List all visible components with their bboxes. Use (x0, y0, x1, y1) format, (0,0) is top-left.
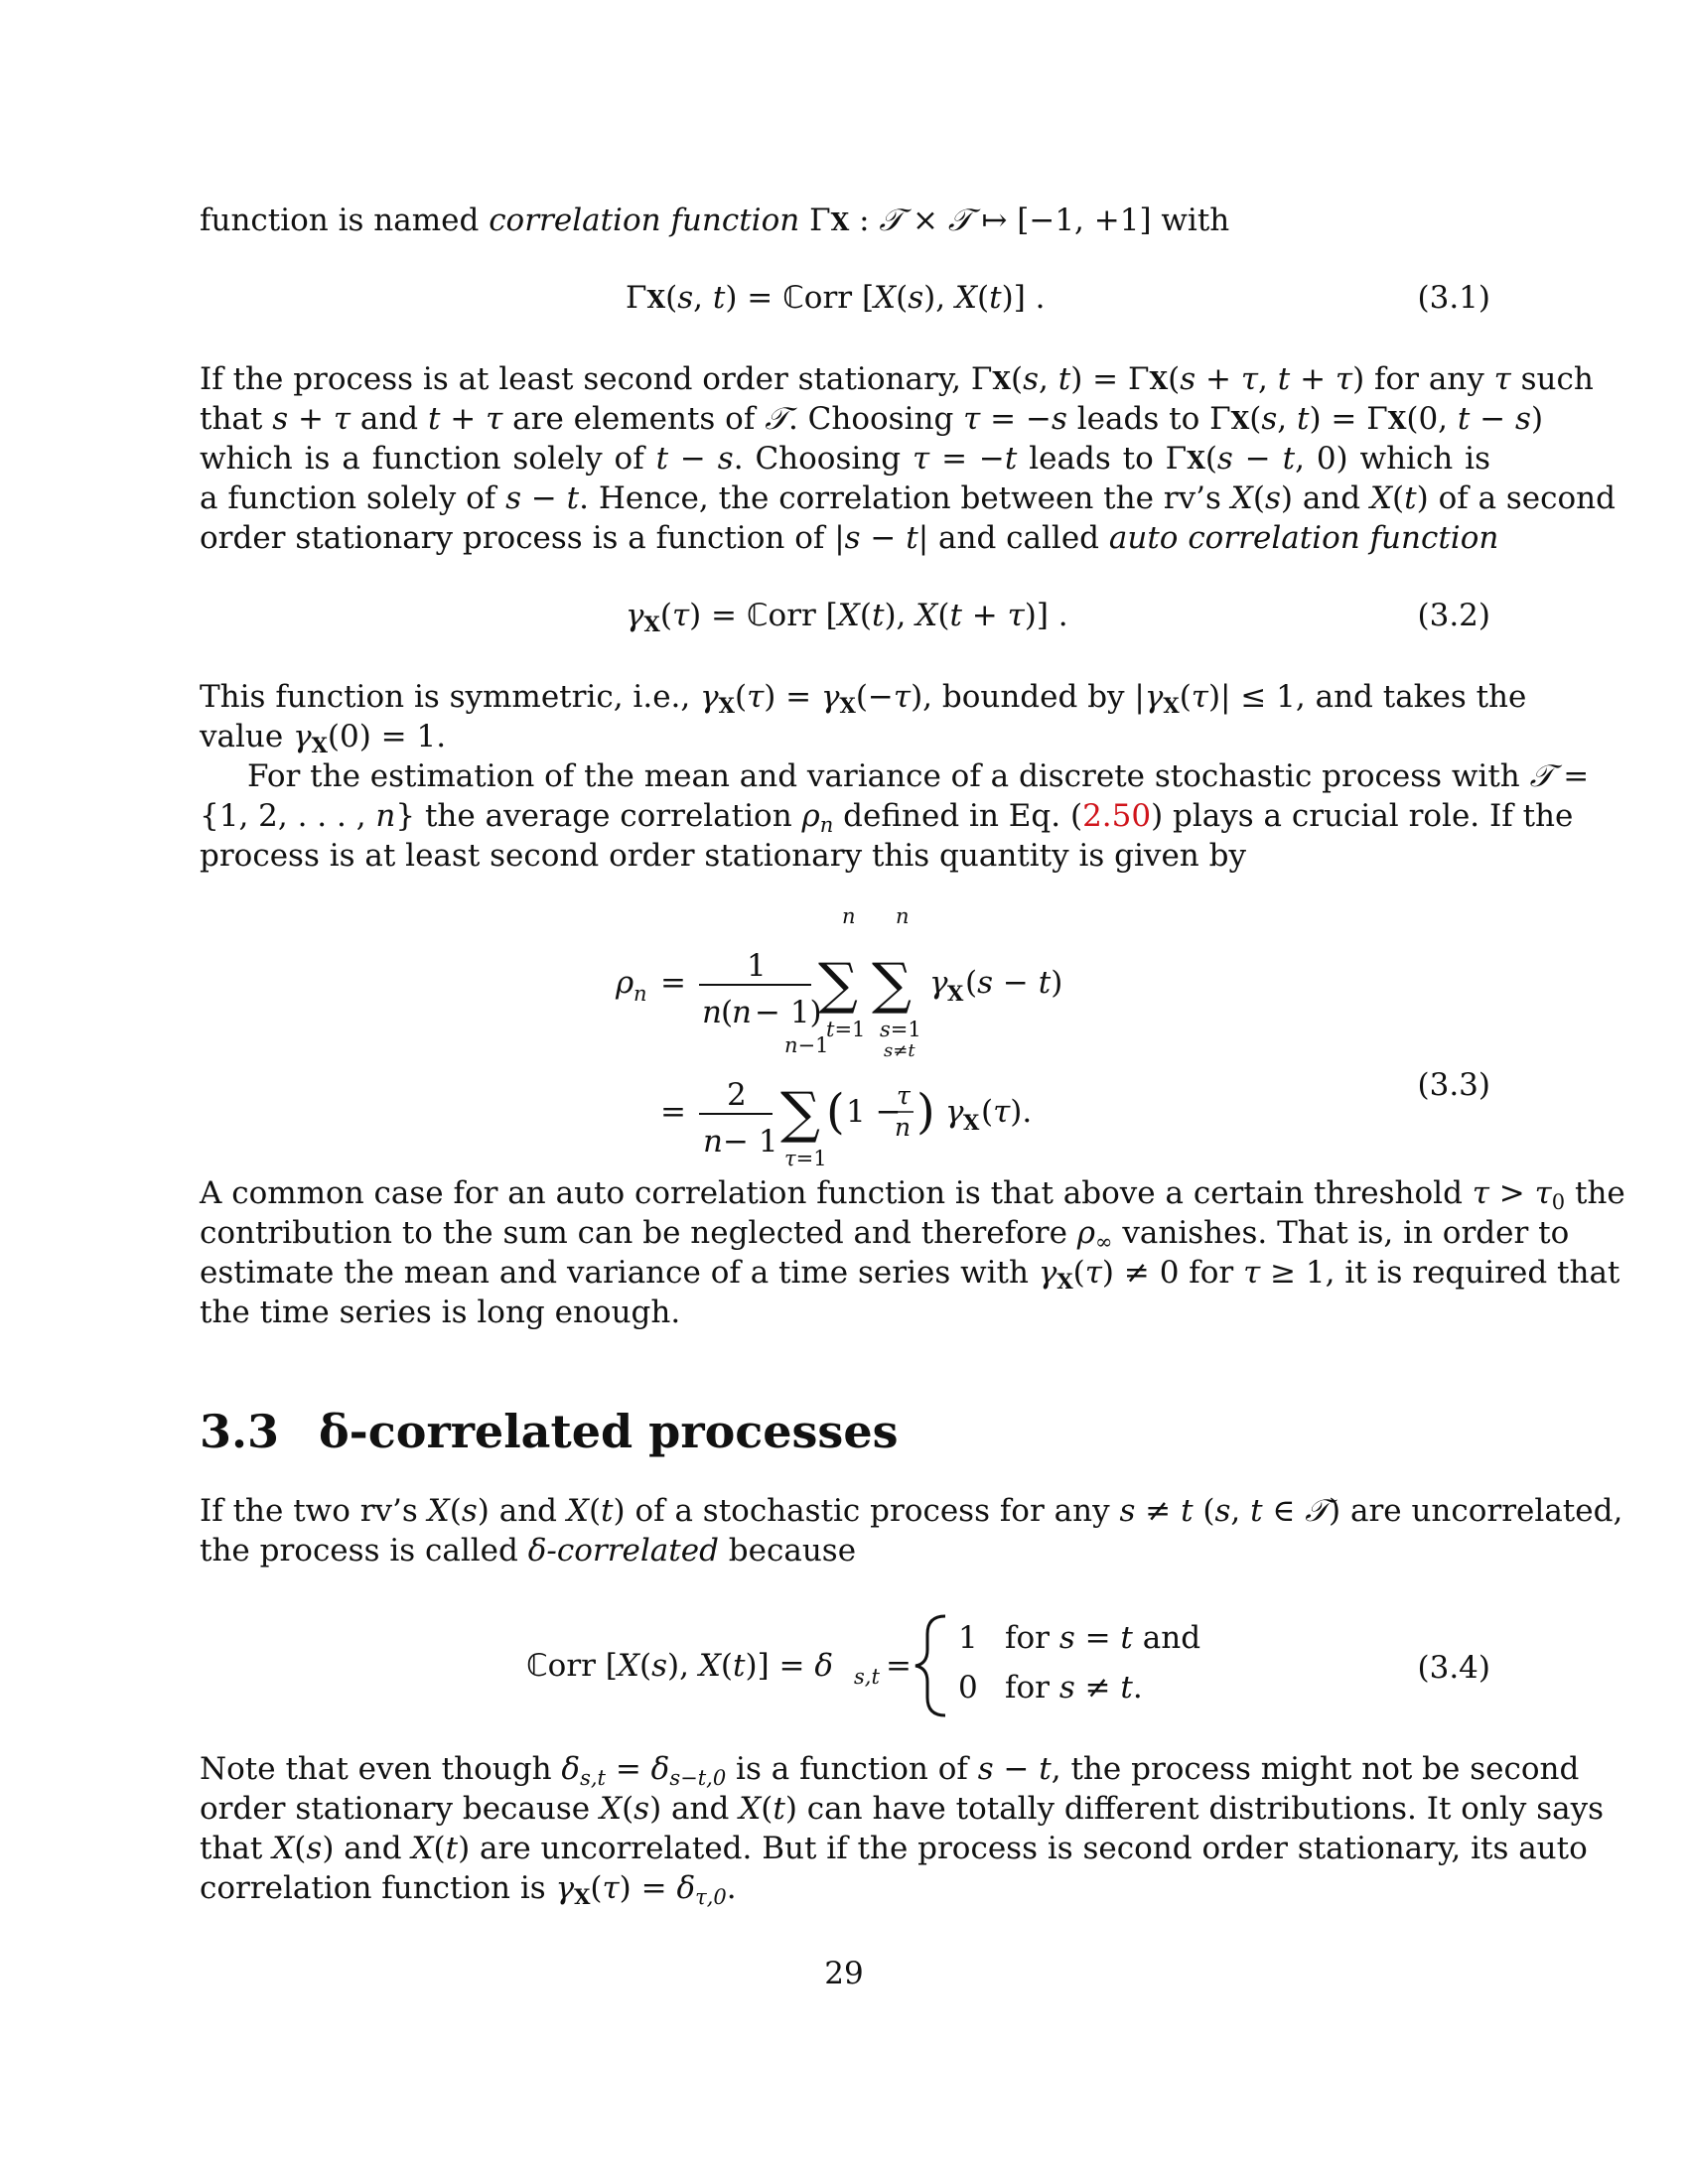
text-line: the time series is long enough. (200, 1295, 681, 1330)
equation-number: (3.2) (1417, 598, 1490, 633)
svg-text:γ: γ (945, 1094, 964, 1130)
svg-text:n: n (703, 1124, 723, 1160)
svg-text:X: X (963, 1110, 980, 1135)
text-line: that s + τ and t + τ are elements of 𝒯. Choosing τ = −s leads to ΓX(s, t) = ΓX(0, t − s) (200, 401, 1544, 437)
svg-text:=: = (660, 1094, 686, 1130)
svg-text:γ: γ (929, 965, 948, 1001)
svg-text:1: 1 (747, 948, 767, 984)
svg-text:=: = (886, 1648, 912, 1684)
svg-text:(τ).: (τ). (981, 1094, 1033, 1130)
svg-text:for s ≠ t.: for s ≠ t. (1005, 1670, 1143, 1706)
equation-3-2: $\gamma_X(\tau)$ = ℂorr [X(t), X(t + τ)] . (626, 598, 1068, 636)
svg-text:1 −: 1 − (846, 1094, 902, 1130)
svg-text:s=1: s=1 (880, 1018, 921, 1041)
svg-text:n: n (895, 1113, 912, 1142)
svg-text:(: ( (826, 1084, 845, 1140)
text-line: value $\gamma_X(0) = 1$. (200, 719, 447, 757)
svg-text:ρ: ρ (616, 965, 634, 1001)
svg-text:X: X (947, 981, 964, 1006)
equation-3-1: ΓX(s, t) = ℂorr [X(s), X(t)] . (626, 280, 1046, 316)
svg-text:∑: ∑ (872, 952, 912, 1017)
text-line: contribution to the sum can be neglected and therefore $\rho_\infty$ vanishes. That is, in order to (200, 1215, 1570, 1254)
svg-text:): ) (916, 1084, 935, 1140)
svg-text:1: 1 (958, 1620, 978, 1656)
text-line: Note that even though $\delta_{s,t} = \delta_{s-t,0}$ is a function of s − t, the process might not be second (200, 1751, 1580, 1790)
svg-text:n−1: n−1 (784, 1033, 829, 1057)
section-number: 3.3 (200, 1405, 280, 1458)
page-number: 29 (824, 1956, 864, 1991)
text-line: A common case for an auto correlation function is that above a certain threshold $\tau > \tau_0$ the (200, 1175, 1625, 1214)
svg-text:(: ( (721, 995, 734, 1030)
text-line: For the estimation of the mean and variance of a discrete stochastic process with 𝒯 = (247, 758, 1590, 794)
svg-text:2: 2 (727, 1077, 747, 1113)
svg-text:τ=1: τ=1 (784, 1147, 827, 1170)
section-heading (200, 1405, 899, 1458)
svg-text:0: 0 (958, 1670, 978, 1706)
text-line: If the two rv’s X(s) and X(t) of a stochastic process for any s ≠ t (s, t ∈ 𝒯) are uncorrelated, (200, 1493, 1623, 1529)
svg-text:n: n (732, 995, 752, 1030)
equation-3-4 (516, 1598, 1211, 1727)
text-line: process is at least second order stationary this quantity is given by (200, 838, 1246, 874)
svg-text:n: n (896, 904, 910, 928)
svg-text:ℂorr [X(s), X(t)] = δ: ℂorr [X(s), X(t)] = δ (526, 1648, 834, 1684)
svg-text:n: n (702, 995, 722, 1030)
equation-number: (3.4) (1417, 1650, 1490, 1686)
svg-text:s,t: s,t (854, 1665, 880, 1689)
text-line: a function solely of s − t. Hence, the correlation between the rv’s X(s) and X(t) of a second (200, 480, 1616, 516)
svg-text:n: n (633, 982, 647, 1006)
text-line: which is a function solely of t − s. Choosing τ = −t leads to ΓX(s − t, 0) which is (200, 441, 1490, 477)
equation-reference-link[interactable]: 2.50 (1082, 798, 1152, 834)
svg-text:∑: ∑ (818, 952, 858, 1017)
svg-text:for s = t and: for s = t and (1005, 1620, 1201, 1656)
svg-text:− 1): − 1) (755, 995, 822, 1030)
equation-number: (3.3) (1417, 1067, 1490, 1103)
text-line: order stationary because X(s) and X(t) can have totally different distributions. It only says (200, 1791, 1605, 1827)
text-line: that X(s) and X(t) are uncorrelated. But if the process is second order stationary, its auto (200, 1831, 1588, 1866)
text-line: {1, 2, . . . , n} the average correlation $\rho_n$ defined in Eq. (2.50) plays a crucial role. If the (200, 798, 1574, 837)
svg-text:τ: τ (897, 1081, 911, 1110)
svg-text:− 1: − 1 (723, 1124, 778, 1160)
svg-text:∑: ∑ (780, 1081, 820, 1146)
equation-number: (3.1) (1417, 280, 1490, 316)
svg-text:=: = (660, 965, 686, 1001)
svg-text:(s − t): (s − t) (965, 965, 1063, 1001)
text-line: estimate the mean and variance of a time series with $\gamma_X(\tau) \ne 0$ for τ ≥ 1, it is required that (200, 1255, 1620, 1294)
text-line: This function is symmetric, i.e., $\gamma_X(\tau) = \gamma_X(-\tau)$, bounded by $|\gamma_X(\tau)| \le 1$, and takes the (200, 679, 1527, 718)
text-line: If the process is at least second order stationary, ΓX(s, t) = ΓX(s + τ, t + τ) for any τ such (200, 361, 1594, 397)
text-line: order stationary process is a function of |s − t| and called auto correlation function (200, 520, 1499, 556)
section-title: δ-correlated processes (319, 1405, 899, 1458)
text-line: function is named correlation function ΓX : 𝒯 × 𝒯 ↦ [−1, +1] with (200, 203, 1230, 238)
svg-text:s≠t: s≠t (884, 1040, 915, 1061)
svg-text:t=1: t=1 (826, 1018, 866, 1041)
svg-text:n: n (842, 904, 856, 928)
equation-3-3 (576, 893, 1132, 1170)
text-line: the process is called δ-correlated because (200, 1533, 857, 1569)
text-line: correlation function is $\gamma_X(\tau) = \delta_{\tau,0}$. (200, 1870, 737, 1909)
